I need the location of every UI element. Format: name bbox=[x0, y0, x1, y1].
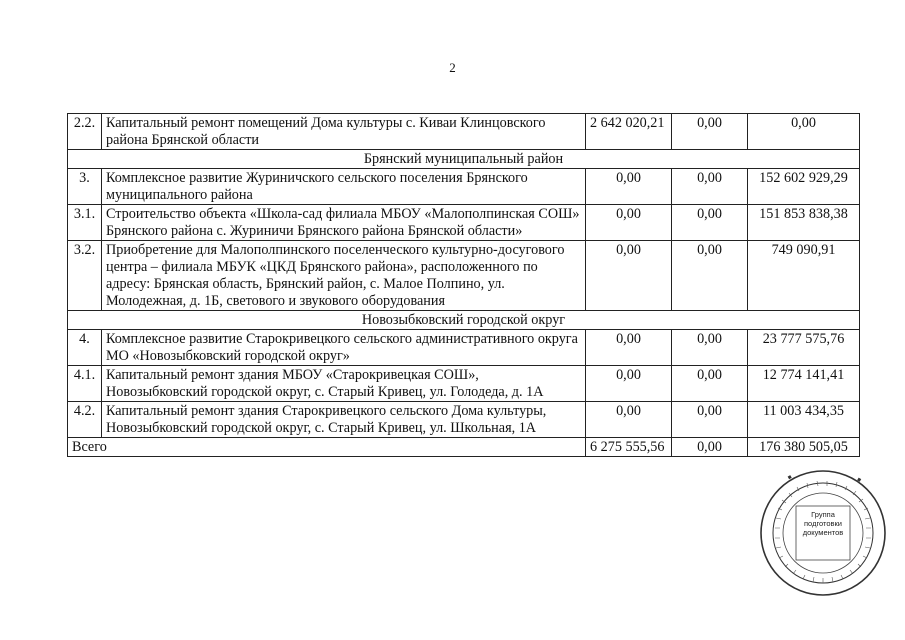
row-value-3: 23 777 575,76 bbox=[748, 330, 860, 366]
row-value-2: 0,00 bbox=[672, 114, 748, 150]
budget-table bbox=[67, 113, 860, 457]
row-value-2: 0,00 bbox=[672, 330, 748, 366]
row-value-1: 0,00 bbox=[586, 169, 672, 205]
table-row bbox=[68, 366, 860, 402]
row-value-2: 0,00 bbox=[672, 205, 748, 241]
row-description: Комплексное развитие Старокривецкого сельского административного округа МО «Новозыбковский городской округ» bbox=[102, 330, 586, 366]
row-value-2: 0,00 bbox=[672, 241, 748, 311]
row-value-2: 0,00 bbox=[672, 366, 748, 402]
table-row bbox=[68, 169, 860, 205]
table-body bbox=[68, 114, 860, 457]
row-value-3: 0,00 bbox=[748, 114, 860, 150]
section-title: Брянский муниципальный район bbox=[68, 150, 860, 169]
row-description: Строительство объекта «Школа-сад филиала МБОУ «Малополпинская СОШ» Брянского района с. Журиничи Брянского района Брянской области» bbox=[102, 205, 586, 241]
row-value-1: 2 642 020,21 bbox=[586, 114, 672, 150]
row-value-1: 0,00 bbox=[586, 366, 672, 402]
row-description: Комплексное развитие Журиничского сельского поселения Брянского муниципального района bbox=[102, 169, 586, 205]
row-value-1: 0,00 bbox=[586, 241, 672, 311]
table-row bbox=[68, 241, 860, 311]
total-value-1: 6 275 555,56 bbox=[586, 438, 672, 457]
table-row bbox=[68, 330, 860, 366]
section-row bbox=[68, 150, 860, 169]
row-number: 4. bbox=[68, 330, 102, 366]
row-value-1: 0,00 bbox=[586, 402, 672, 438]
row-description: Приобретение для Малополпинского поселенческого культурно-досугового центра – филиала МБУК «ЦКД Брянского района», расположенного по адресу: Брянская область, Брянский район, с. Малое Полпино, ул. Молодежная, д. 1Б, светового и звукового оборудования bbox=[102, 241, 586, 311]
row-value-3: 152 602 929,29 bbox=[748, 169, 860, 205]
stamp-text bbox=[795, 510, 851, 537]
table-row bbox=[68, 114, 860, 150]
total-value-3: 176 380 505,05 bbox=[748, 438, 860, 457]
row-value-3: 11 003 434,35 bbox=[748, 402, 860, 438]
row-description: Капитальный ремонт здания Старокривецкого сельского Дома культуры, Новозыбковский городской округ, с. Старый Кривец, ул. Школьная, 1А bbox=[102, 402, 586, 438]
row-value-2: 0,00 bbox=[672, 169, 748, 205]
page-number: 2 bbox=[449, 60, 456, 75]
row-number: 4.2. bbox=[68, 402, 102, 438]
stamp-line: Группа bbox=[811, 510, 835, 519]
total-value-2: 0,00 bbox=[672, 438, 748, 457]
table-row bbox=[68, 402, 860, 438]
row-value-1: 0,00 bbox=[586, 330, 672, 366]
table-row bbox=[68, 205, 860, 241]
section-row bbox=[68, 311, 860, 330]
total-label: Всего bbox=[68, 438, 586, 457]
row-value-2: 0,00 bbox=[672, 402, 748, 438]
row-number: 3. bbox=[68, 169, 102, 205]
row-value-3: 151 853 838,38 bbox=[748, 205, 860, 241]
row-number: 3.1. bbox=[68, 205, 102, 241]
row-description: Капитальный ремонт здания МБОУ «Старокривецкая СОШ», Новозыбковский городской округ, с. Старый Кривец, ул. Голодеда, д. 1А bbox=[102, 366, 586, 402]
total-row bbox=[68, 438, 860, 457]
row-number: 3.2. bbox=[68, 241, 102, 311]
row-description: Капитальный ремонт помещений Дома культуры с. Киваи Клинцовского района Брянской области bbox=[102, 114, 586, 150]
row-value-3: 12 774 141,41 bbox=[748, 366, 860, 402]
row-number: 4.1. bbox=[68, 366, 102, 402]
row-number: 2.2. bbox=[68, 114, 102, 150]
stamp-line: подготовки bbox=[804, 519, 842, 528]
stamp-line: документов bbox=[802, 528, 844, 537]
row-value-1: 0,00 bbox=[586, 205, 672, 241]
section-title: Новозыбковский городской округ bbox=[68, 311, 860, 330]
row-value-3: 749 090,91 bbox=[748, 241, 860, 311]
office-stamp bbox=[758, 468, 888, 598]
